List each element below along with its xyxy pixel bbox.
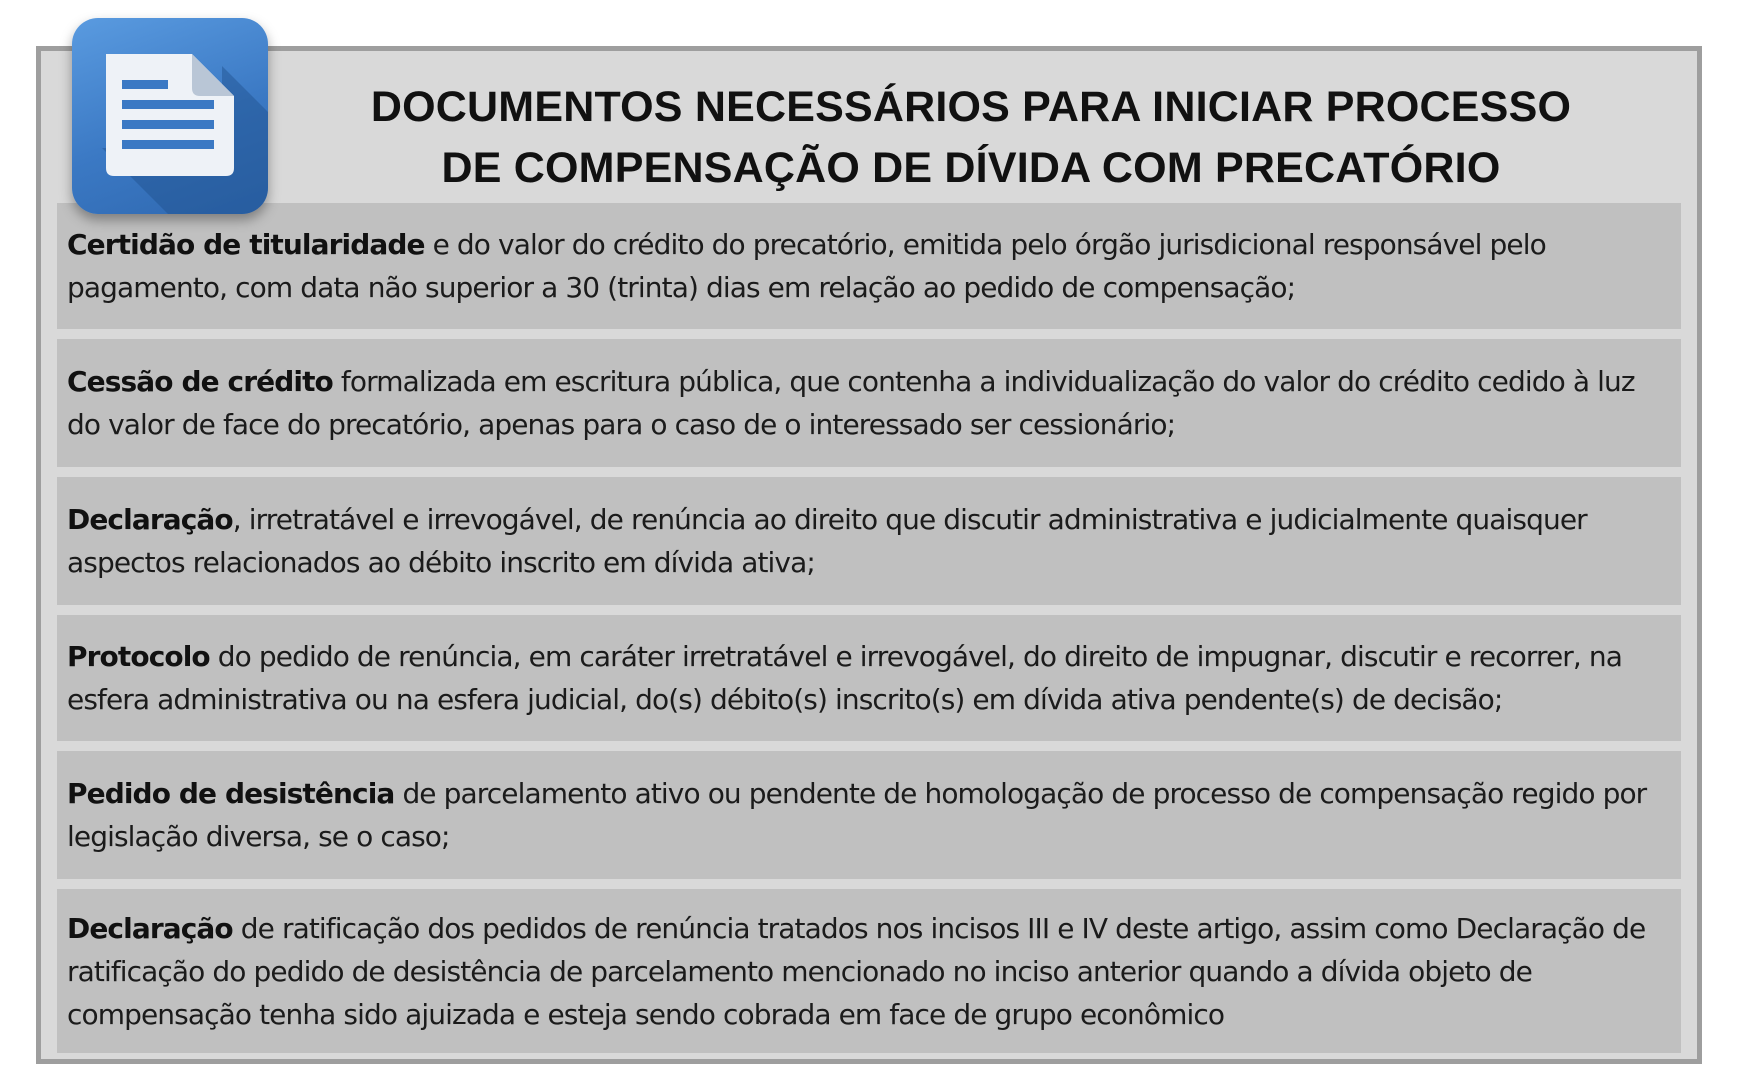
list-item (57, 615, 1681, 741)
list-item (57, 751, 1681, 879)
item-text (67, 223, 1671, 309)
documents-panel (36, 46, 1702, 1064)
list-item (57, 339, 1681, 467)
item-bold-term: Declaração (67, 503, 233, 536)
item-description: formalizada em escritura pública, que contenha a individualização do valor do crédito cedido à luz do valor de face do precatório, apenas para o caso de o interessado ser cessionário; (67, 365, 1635, 441)
item-text (67, 498, 1671, 584)
item-text (67, 635, 1671, 721)
item-description: de ratificação dos pedidos de renúncia tratados nos incisos III e IV deste artigo, assim como Declaração de ratificação do pedido de desistência de parcelamento mencionado no inciso anterior quando a dívida objeto de compensação tenha sido ajuizada e esteja sendo cobrada em face de grupo econômico (67, 911, 1646, 1031)
item-description: do pedido de renúncia, em caráter irretratável e irrevogável, do direito de impugnar, discutir e recorrer, na esfera administrativa ou na esfera judicial, do(s) débito(s) inscrito(s) em dívida ativa pendente(s) de decisão; (67, 640, 1623, 716)
item-bold-term: Pedido de desistência (67, 777, 395, 810)
item-description: , irretratável e irrevogável, de renúncia ao direito que discutir administrativa e judicialmente quaisquer aspectos relacionados ao débito inscrito em dívida ativa; (67, 503, 1587, 579)
document-list (57, 203, 1681, 1053)
title-line-2: DE COMPENSAÇÃO DE DÍVIDA COM PRECATÓRIO (441, 144, 1501, 192)
item-bold-term: Declaração (67, 911, 233, 945)
item-text (67, 772, 1671, 858)
document-icon-graphic (72, 18, 268, 214)
item-text (67, 907, 1671, 1036)
item-bold-term: Cessão de crédito (67, 365, 333, 398)
list-item (57, 889, 1681, 1053)
title-line-1: DOCUMENTOS NECESSÁRIOS PARA INICIAR PROCESSO (370, 83, 1572, 131)
document-icon (72, 18, 268, 214)
list-item (57, 477, 1681, 605)
item-text (67, 360, 1671, 446)
item-bold-term: Certidão de titularidade (67, 228, 425, 261)
item-description: e do valor do crédito do precatório, emitida pelo órgão jurisdicional responsável pelo pagamento, com data não superior a 30 (trinta) dias em relação ao pedido de compensação; (67, 228, 1546, 304)
panel-title (311, 77, 1631, 199)
item-bold-term: Protocolo (67, 640, 210, 673)
item-description: de parcelamento ativo ou pendente de homologação de processo de compensação regido por legislação diversa, se o caso; (67, 777, 1647, 853)
list-item (57, 203, 1681, 329)
